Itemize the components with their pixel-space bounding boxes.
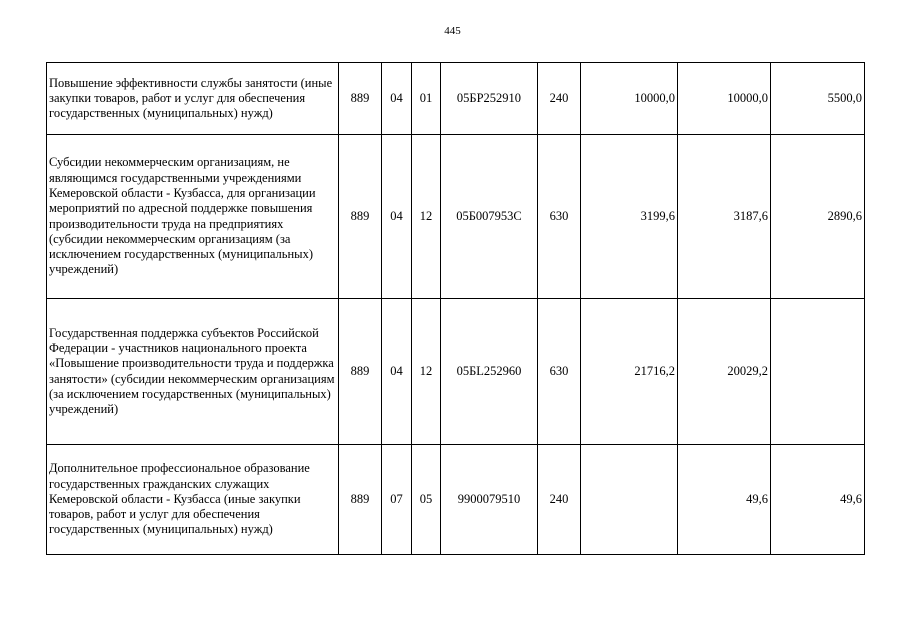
grbs-cell: 889 xyxy=(339,135,382,299)
row-name-cell: Дополнительное профессиональное образование государственных гражданских служащих Кемеровской области - Кузбасса (иные закупки товаров, работ и услуг для обеспечения государственных (муниципальных) нужд) xyxy=(47,445,339,555)
grbs-cell: 889 xyxy=(339,63,382,135)
amount-year1-cell xyxy=(581,445,678,555)
budget-table xyxy=(46,62,865,555)
table-row xyxy=(47,445,865,555)
row-name-cell: Повышение эффективности службы занятости (иные закупки товаров, работ и услуг для обеспечения государственных (муниципальных) нужд) xyxy=(47,63,339,135)
subsection-cell: 12 xyxy=(412,135,441,299)
expense-type-cell: 630 xyxy=(538,299,581,445)
amount-year2-cell: 20029,2 xyxy=(678,299,771,445)
subsection-cell: 05 xyxy=(412,445,441,555)
table-row xyxy=(47,63,865,135)
amount-year2-cell: 3187,6 xyxy=(678,135,771,299)
amount-year3-cell: 5500,0 xyxy=(771,63,865,135)
grbs-cell: 889 xyxy=(339,445,382,555)
section-cell: 04 xyxy=(382,299,412,445)
amount-year2-cell: 49,6 xyxy=(678,445,771,555)
table-row xyxy=(47,135,865,299)
amount-year1-cell: 10000,0 xyxy=(581,63,678,135)
section-cell: 04 xyxy=(382,135,412,299)
section-cell: 07 xyxy=(382,445,412,555)
amount-year1-cell: 3199,6 xyxy=(581,135,678,299)
target-article-cell: 05БР252910 xyxy=(441,63,538,135)
subsection-cell: 01 xyxy=(412,63,441,135)
grbs-cell: 889 xyxy=(339,299,382,445)
amount-year2-cell: 10000,0 xyxy=(678,63,771,135)
subsection-cell: 12 xyxy=(412,299,441,445)
expense-type-cell: 240 xyxy=(538,63,581,135)
table-row xyxy=(47,299,865,445)
target-article-cell: 9900079510 xyxy=(441,445,538,555)
amount-year3-cell: 2890,6 xyxy=(771,135,865,299)
expense-type-cell: 240 xyxy=(538,445,581,555)
row-name-cell: Субсидии некоммерческим организациям, не являющимся государственными учреждениями Кемеровской области - Кузбасса, для организации мероприятий по адресной поддержке повышения производительности труда на предприятиях (субсидии некоммерческим организациям (за исключением государственных (муниципальных) учреждений) xyxy=(47,135,339,299)
amount-year1-cell: 21716,2 xyxy=(581,299,678,445)
target-article-cell: 05Б007953С xyxy=(441,135,538,299)
page-number: 445 xyxy=(444,25,461,37)
section-cell: 04 xyxy=(382,63,412,135)
amount-year3-cell: 49,6 xyxy=(771,445,865,555)
expense-type-cell: 630 xyxy=(538,135,581,299)
target-article-cell: 05БL252960 xyxy=(441,299,538,445)
amount-year3-cell xyxy=(771,299,865,445)
row-name-cell: Государственная поддержка субъектов Российской Федерации - участников национального проекта «Повышение производительности труда и поддержка занятости» (субсидии некоммерческим организациям (за исключением государственных (муниципальных) учреждений) xyxy=(47,299,339,445)
